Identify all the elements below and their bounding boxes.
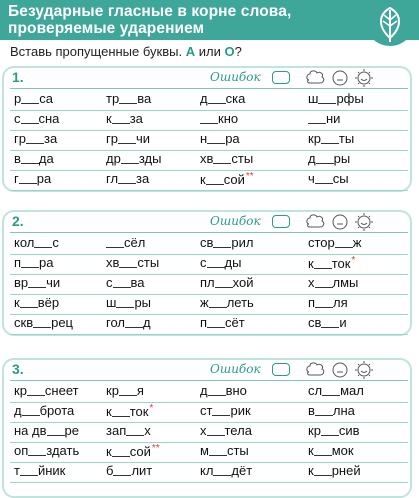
missing-letter-blank[interactable] xyxy=(26,133,44,144)
missing-letter-blank[interactable] xyxy=(308,113,326,124)
missing-letter-blank[interactable] xyxy=(206,174,224,185)
word-item xyxy=(308,315,347,330)
word-prefix: ж xyxy=(200,295,209,310)
word-suffix: ска xyxy=(225,91,246,106)
word-prefix: ст xyxy=(200,403,213,418)
word-item xyxy=(14,315,73,330)
word-prefix: с xyxy=(200,255,207,270)
word-prefix: с xyxy=(14,111,21,126)
missing-letter-blank[interactable] xyxy=(19,173,37,184)
word-item xyxy=(200,171,254,187)
word-suffix: сты xyxy=(137,255,160,270)
missing-letter-blank[interactable] xyxy=(112,113,130,124)
word-prefix: в xyxy=(308,403,315,418)
star-marker: * xyxy=(149,403,154,414)
missing-letter-blank[interactable] xyxy=(315,277,333,288)
word-suffix: ты xyxy=(338,131,355,146)
card-divider xyxy=(10,380,408,381)
word-suffix: ры xyxy=(333,151,351,166)
exercise-number: 3. xyxy=(12,361,24,377)
neutral-face-icon[interactable] xyxy=(333,363,347,377)
missing-letter-blank[interactable] xyxy=(209,297,227,308)
missing-letter-blank[interactable] xyxy=(34,237,52,248)
word-prefix: тр xyxy=(106,91,120,106)
word-suffix: ва xyxy=(130,275,145,290)
card-divider xyxy=(10,232,408,233)
word-suffix: рней xyxy=(331,463,361,478)
word-item xyxy=(14,383,79,398)
word-prefix: ш xyxy=(308,91,319,106)
word-prefix: ч xyxy=(308,171,315,186)
word-prefix: к xyxy=(106,111,112,126)
word-suffix: сна xyxy=(38,111,60,126)
missing-letter-blank[interactable] xyxy=(215,277,233,288)
word-prefix: х xyxy=(200,423,207,438)
word-prefix: д xyxy=(200,383,208,398)
word-prefix: оп xyxy=(14,443,29,458)
missing-letter-blank[interactable] xyxy=(21,153,39,164)
missing-letter-blank[interactable] xyxy=(207,317,225,328)
word-suffix: х xyxy=(144,423,151,438)
word-suffix: кно xyxy=(218,111,239,126)
missing-letter-blank[interactable] xyxy=(213,237,231,248)
missing-letter-blank[interactable] xyxy=(208,93,226,104)
word-prefix: т xyxy=(14,463,20,478)
mood-selector[interactable] xyxy=(304,212,384,232)
word-suffix: лит xyxy=(131,463,153,478)
word-item xyxy=(308,403,355,418)
word-suffix: лмы xyxy=(332,275,359,290)
exercise-row xyxy=(10,294,408,315)
missing-letter-blank[interactable] xyxy=(113,465,131,476)
word-item xyxy=(308,255,355,271)
word-item xyxy=(308,383,364,398)
word-suffix: ток xyxy=(129,404,149,419)
word-suffix: дёт xyxy=(231,463,253,478)
word-item xyxy=(308,131,354,146)
word-prefix: к xyxy=(106,444,112,459)
word-prefix: к xyxy=(308,256,314,271)
word-suffix: рец xyxy=(51,315,73,330)
missing-letter-blank[interactable] xyxy=(27,385,45,396)
option-a: А xyxy=(185,44,196,59)
missing-letter-blank[interactable] xyxy=(213,465,231,476)
word-prefix: д xyxy=(14,403,22,418)
word-prefix: кол xyxy=(14,235,35,250)
missing-letter-blank[interactable] xyxy=(318,93,336,104)
page-title-line2: проверяемые ударением xyxy=(8,20,205,37)
word-prefix: г xyxy=(14,171,19,186)
word-prefix: п xyxy=(308,295,316,310)
word-item xyxy=(200,275,253,290)
missing-letter-blank[interactable] xyxy=(21,113,39,124)
word-prefix: в xyxy=(14,151,21,166)
word-suffix: ля xyxy=(333,295,348,310)
missing-letter-blank[interactable] xyxy=(126,425,144,436)
word-prefix: п xyxy=(14,255,22,270)
errors-count-input[interactable] xyxy=(272,363,290,376)
sad-face-icon[interactable] xyxy=(307,363,324,375)
word-item xyxy=(14,235,59,250)
page-title-line1: Безударные гласные в корне слова, xyxy=(8,3,292,20)
word-suffix: д xyxy=(143,315,151,330)
word-prefix: ш xyxy=(106,295,117,310)
word-item xyxy=(14,91,53,106)
word-suffix: мок xyxy=(331,443,354,458)
instruction xyxy=(10,44,242,59)
word-item xyxy=(308,151,350,166)
missing-letter-blank[interactable] xyxy=(118,133,136,144)
exercise-row xyxy=(10,234,408,255)
neutral-face-icon[interactable] xyxy=(333,71,347,85)
word-prefix: кр xyxy=(106,383,119,398)
word-suffix: лна xyxy=(332,403,355,418)
word-suffix: сы xyxy=(332,171,349,186)
word-item xyxy=(106,463,152,478)
word-suffix: ва xyxy=(137,91,152,106)
word-prefix: зап xyxy=(106,423,127,438)
word-suffix: сты xyxy=(226,443,249,458)
header-banner xyxy=(0,0,419,40)
word-suffix: за xyxy=(136,171,150,186)
exercise-card-2 xyxy=(2,210,412,336)
errors-label: Ошибок xyxy=(210,214,261,228)
word-item xyxy=(14,151,54,166)
word-item xyxy=(14,423,79,438)
word-item xyxy=(308,275,358,290)
missing-letter-blank[interactable] xyxy=(119,93,137,104)
word-item xyxy=(106,423,151,438)
word-suffix: вно xyxy=(225,383,247,398)
word-prefix: св xyxy=(308,315,322,330)
missing-letter-blank[interactable] xyxy=(207,133,225,144)
sad-face-icon[interactable] xyxy=(307,215,324,227)
word-suffix: ток xyxy=(331,256,351,271)
missing-letter-blank[interactable] xyxy=(119,385,137,396)
word-item xyxy=(200,255,241,270)
word-item xyxy=(200,403,251,418)
errors-label: Ошибок xyxy=(210,362,261,376)
word-item xyxy=(106,315,151,330)
missing-letter-blank[interactable] xyxy=(200,113,218,124)
word-item xyxy=(200,315,245,330)
missing-letter-blank[interactable] xyxy=(322,385,340,396)
missing-letter-blank[interactable] xyxy=(121,153,139,164)
word-suffix: ни xyxy=(326,111,341,126)
missing-letter-blank[interactable] xyxy=(118,173,136,184)
missing-letter-blank[interactable] xyxy=(28,445,46,456)
word-suffix: ре xyxy=(64,423,79,438)
word-suffix: брота xyxy=(39,403,75,418)
word-suffix: хой xyxy=(232,275,254,290)
word-prefix: гол xyxy=(106,315,125,330)
word-prefix: кл xyxy=(200,463,214,478)
word-item xyxy=(14,295,59,310)
word-suffix: с xyxy=(52,235,59,250)
missing-letter-blank[interactable] xyxy=(314,258,332,269)
exercise-row xyxy=(10,402,408,423)
leaf-icon xyxy=(365,0,415,46)
word-prefix: скв xyxy=(14,315,34,330)
missing-letter-blank[interactable] xyxy=(125,317,143,328)
word-prefix: р xyxy=(14,91,22,106)
word-prefix: кр xyxy=(308,423,321,438)
word-item xyxy=(106,383,144,398)
word-item xyxy=(308,111,340,126)
exercise-row xyxy=(10,150,408,171)
missing-letter-blank[interactable] xyxy=(112,406,130,417)
or-text: или xyxy=(198,44,221,59)
star-marker: * xyxy=(351,255,356,266)
word-item xyxy=(200,235,253,250)
exercise-row xyxy=(10,274,408,295)
word-item xyxy=(200,295,254,310)
word-item xyxy=(106,255,159,270)
missing-letter-blank[interactable] xyxy=(113,277,131,288)
mood-selector[interactable] xyxy=(304,360,384,380)
word-item xyxy=(14,443,79,458)
word-prefix: к xyxy=(200,172,206,187)
word-suffix: йник xyxy=(37,463,66,478)
missing-letter-blank[interactable] xyxy=(21,257,39,268)
missing-letter-blank[interactable] xyxy=(209,445,227,456)
word-prefix: гл xyxy=(106,171,119,186)
word-item xyxy=(200,423,252,438)
missing-letter-blank[interactable] xyxy=(116,297,134,308)
missing-letter-blank[interactable] xyxy=(316,153,334,164)
neutral-face-icon[interactable] xyxy=(333,215,347,229)
exercise-row xyxy=(10,170,408,191)
leaf-badge xyxy=(365,0,415,46)
missing-letter-blank[interactable] xyxy=(314,445,332,456)
missing-letter-blank[interactable] xyxy=(208,385,226,396)
word-prefix: св xyxy=(200,235,214,250)
word-prefix: кр xyxy=(308,131,321,146)
word-suffix: чи xyxy=(46,275,61,290)
word-suffix: сёт xyxy=(225,315,245,330)
word-item xyxy=(308,235,361,250)
word-item xyxy=(14,255,54,270)
word-suffix: ры xyxy=(134,295,152,310)
word-suffix: и xyxy=(339,315,347,330)
word-item xyxy=(200,131,240,146)
word-item xyxy=(200,151,253,166)
word-suffix: рик xyxy=(230,403,251,418)
word-suffix: чи xyxy=(135,131,151,146)
word-prefix: др xyxy=(106,151,121,166)
word-item xyxy=(308,295,348,310)
missing-letter-blank[interactable] xyxy=(119,257,137,268)
happy-sun-icon[interactable] xyxy=(355,361,373,379)
word-suffix: за xyxy=(43,131,58,146)
star-marker: ** xyxy=(245,171,254,182)
missing-letter-blank[interactable] xyxy=(212,405,230,416)
word-item xyxy=(106,235,145,250)
missing-letter-blank[interactable] xyxy=(207,425,225,436)
word-suffix: ра xyxy=(36,171,52,186)
mood-selector[interactable] xyxy=(304,68,384,88)
word-suffix: са xyxy=(39,91,53,106)
word-prefix: хв xyxy=(106,255,120,270)
word-prefix: х xyxy=(308,275,315,290)
word-item xyxy=(106,403,153,419)
missing-letter-blank[interactable] xyxy=(22,405,40,416)
word-suffix: ды xyxy=(224,255,242,270)
missing-letter-blank[interactable] xyxy=(106,237,124,248)
word-suffix: сой xyxy=(129,444,151,459)
word-prefix: гр xyxy=(106,131,118,146)
word-suffix: рил xyxy=(231,235,254,250)
option-o: О xyxy=(224,44,235,59)
missing-letter-blank[interactable] xyxy=(321,133,339,144)
exercise-row xyxy=(10,462,408,483)
word-prefix: н xyxy=(200,131,208,146)
word-item xyxy=(200,383,247,398)
word-item xyxy=(14,275,60,290)
word-suffix: да xyxy=(38,151,54,166)
missing-letter-blank[interactable] xyxy=(33,317,51,328)
word-prefix: к xyxy=(308,443,314,458)
missing-letter-blank[interactable] xyxy=(112,446,130,457)
word-suffix: сой xyxy=(223,172,245,187)
word-prefix: на дв xyxy=(14,423,47,438)
exercise-row xyxy=(10,90,408,111)
exercise-row xyxy=(10,110,408,131)
word-prefix: сл xyxy=(308,383,323,398)
word-prefix: к xyxy=(308,463,314,478)
word-suffix: за xyxy=(129,111,143,126)
word-suffix: вёр xyxy=(37,295,60,310)
word-item xyxy=(106,275,145,290)
sad-face-icon[interactable] xyxy=(307,71,324,83)
word-item xyxy=(106,151,161,166)
exercise-row xyxy=(10,442,408,463)
missing-letter-blank[interactable] xyxy=(207,257,225,268)
word-suffix: я xyxy=(136,383,144,398)
missing-letter-blank[interactable] xyxy=(213,153,231,164)
word-item xyxy=(14,171,51,186)
missing-letter-blank[interactable] xyxy=(20,297,38,308)
exercise-number: 1. xyxy=(12,69,24,85)
exercise-card-1 xyxy=(2,66,412,192)
word-suffix: тела xyxy=(224,423,252,438)
word-item xyxy=(14,131,57,146)
word-item xyxy=(308,423,360,438)
missing-letter-blank[interactable] xyxy=(335,237,353,248)
word-suffix: мал xyxy=(340,383,364,398)
happy-sun-icon[interactable] xyxy=(355,69,373,87)
word-item xyxy=(106,131,150,146)
word-item xyxy=(14,403,74,418)
errors-count-input[interactable] xyxy=(272,71,290,84)
missing-letter-blank[interactable] xyxy=(314,465,332,476)
word-item xyxy=(308,463,361,478)
exercise-number: 2. xyxy=(12,213,24,229)
word-prefix: к xyxy=(106,404,112,419)
question-mark: ? xyxy=(234,44,242,59)
word-item xyxy=(14,111,59,126)
missing-letter-blank[interactable] xyxy=(315,297,333,308)
word-prefix: вр xyxy=(14,275,29,290)
missing-letter-blank[interactable] xyxy=(321,425,339,436)
word-prefix: стор xyxy=(308,235,335,250)
word-prefix: с xyxy=(106,275,113,290)
word-prefix: пл xyxy=(200,275,215,290)
word-prefix: п xyxy=(200,315,208,330)
errors-count-input[interactable] xyxy=(272,215,290,228)
word-suffix: леть xyxy=(226,295,254,310)
word-item xyxy=(106,171,149,186)
word-prefix: б xyxy=(106,463,114,478)
word-prefix: м xyxy=(200,443,209,458)
missing-letter-blank[interactable] xyxy=(321,317,339,328)
exercise-row xyxy=(10,130,408,151)
word-suffix: здать xyxy=(46,443,80,458)
exercise-row xyxy=(10,314,408,335)
word-item xyxy=(200,463,252,478)
word-suffix: снеет xyxy=(44,383,79,398)
word-suffix: зды xyxy=(138,151,162,166)
card-divider xyxy=(10,88,408,89)
happy-sun-icon[interactable] xyxy=(355,213,373,231)
instruction-text: Вставь пропущенные буквы. xyxy=(10,44,183,59)
word-suffix: ра xyxy=(39,255,54,270)
word-prefix: д xyxy=(308,151,316,166)
missing-letter-blank[interactable] xyxy=(47,425,65,436)
exercise-card-3 xyxy=(2,358,412,498)
word-suffix: сив xyxy=(338,423,360,438)
word-suffix: сты xyxy=(231,151,254,166)
word-item xyxy=(106,443,160,459)
exercise-row xyxy=(10,254,408,275)
missing-letter-blank[interactable] xyxy=(315,173,333,184)
word-suffix: рфы xyxy=(336,91,364,106)
word-item xyxy=(14,463,65,478)
word-suffix: сёл xyxy=(124,235,146,250)
exercise-row xyxy=(10,422,408,443)
star-marker: ** xyxy=(151,443,160,454)
word-item xyxy=(200,111,238,126)
word-suffix: ра xyxy=(225,131,240,146)
word-item xyxy=(200,91,245,106)
exercise-row xyxy=(10,382,408,403)
word-item xyxy=(106,295,151,310)
word-item xyxy=(308,171,349,186)
word-prefix: хв xyxy=(200,151,214,166)
word-item xyxy=(308,91,364,106)
missing-letter-blank[interactable] xyxy=(20,465,38,476)
word-item xyxy=(308,443,354,458)
missing-letter-blank[interactable] xyxy=(315,405,333,416)
word-suffix: ж xyxy=(352,235,362,250)
word-item xyxy=(106,111,143,126)
missing-letter-blank[interactable] xyxy=(28,277,46,288)
word-prefix: д xyxy=(200,91,208,106)
word-item xyxy=(106,91,151,106)
page-title xyxy=(8,3,291,37)
missing-letter-blank[interactable] xyxy=(21,93,39,104)
word-prefix: к xyxy=(14,295,20,310)
word-item xyxy=(200,443,249,458)
word-prefix: кр xyxy=(14,383,27,398)
word-prefix: гр xyxy=(14,131,26,146)
errors-label: Ошибок xyxy=(210,70,261,84)
